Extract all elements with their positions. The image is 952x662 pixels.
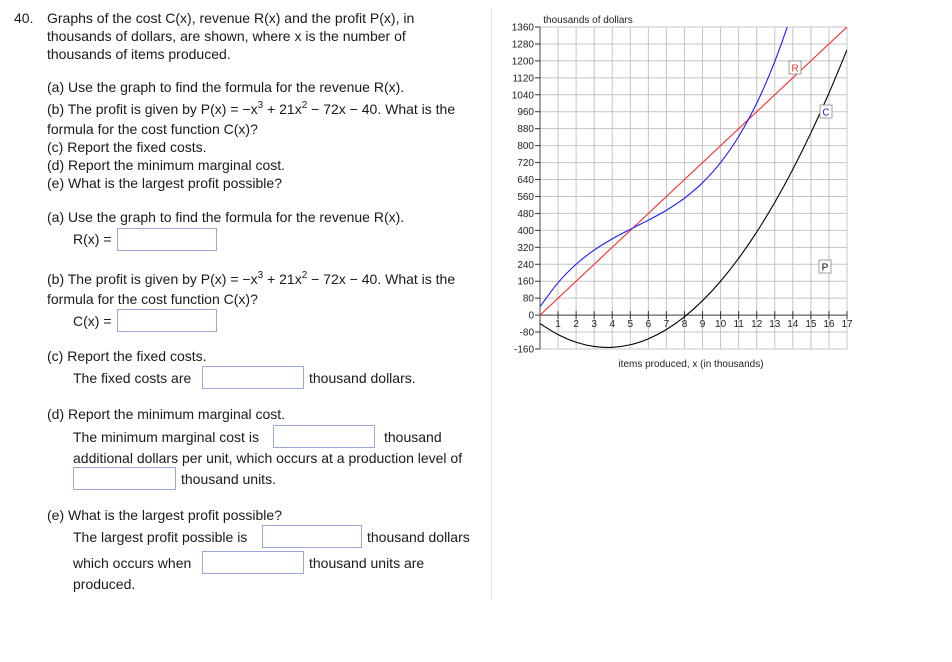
x-tick-label: 13 — [769, 319, 781, 331]
x-tick-label: 14 — [787, 319, 799, 331]
y-tick-label: -80 — [519, 327, 534, 339]
list-part-a: (a) Use the graph to find the formula for the revenue R(x). — [47, 79, 405, 95]
x-tick-label: 11 — [733, 319, 744, 331]
y-tick-label: 720 — [517, 158, 534, 170]
y-tick-label: 1200 — [511, 56, 534, 68]
x-axis-label: items produced, x (in thousands) — [618, 359, 764, 370]
question-intro-line1: Graphs of the cost C(x), revenue R(x) and the profit P(x), in — [47, 10, 415, 26]
y-tick-label: 240 — [517, 259, 534, 271]
units-unit: thousand units are — [309, 555, 425, 571]
x-tick-label: 2 — [573, 319, 579, 331]
produced-text: produced. — [73, 576, 136, 592]
x-tick-label: 5 — [627, 319, 634, 331]
list-part-b-line2: formula for the cost function C(x)? — [47, 121, 258, 137]
x-tick-label: 16 — [823, 319, 835, 331]
y-tick-label: 1040 — [511, 90, 534, 102]
part-e-heading: (e) What is the largest profit possible? — [47, 507, 282, 523]
largest-profit-label: The largest profit possible is — [73, 529, 248, 545]
x-tick-label: 17 — [841, 319, 853, 331]
min-marginal-unit: thousand — [384, 429, 442, 445]
cost-label: C(x) = — [73, 313, 112, 329]
curve-label-c: C — [822, 107, 830, 119]
y-tick-label: -160 — [513, 344, 534, 356]
y-tick-label: 960 — [517, 107, 534, 119]
x-tick-label: 4 — [609, 319, 616, 331]
y-tick-label: 560 — [517, 191, 534, 203]
x-tick-label: 15 — [805, 319, 817, 331]
x-tick-label: 7 — [663, 319, 670, 331]
fixed-costs-label: The fixed costs are — [73, 370, 192, 386]
x-tick-label: 9 — [699, 319, 706, 331]
chart-title: thousands of dollars — [543, 15, 633, 26]
list-part-c: (c) Report the fixed costs. — [47, 139, 207, 155]
x-tick-label: 1 — [555, 319, 561, 331]
part-d-heading: (d) Report the minimum marginal cost. — [47, 406, 286, 422]
units-label: which occurs when — [73, 555, 192, 571]
x-tick-label: 12 — [751, 319, 763, 331]
y-tick-label: 400 — [517, 225, 534, 237]
production-level-unit: thousand units. — [181, 471, 276, 487]
y-tick-label: 880 — [517, 124, 534, 136]
question-intro-line2: thousands of dollars, are shown, where x is the number of — [47, 28, 406, 44]
y-tick-label: 640 — [517, 175, 534, 187]
y-tick-label: 1280 — [511, 39, 534, 51]
largest-profit-unit: thousand dollars — [367, 529, 470, 545]
list-part-b: (b) The profit is given by $P(x) = -x^3 + 21x^2 - 72x - 40$. What is the — [47, 100, 456, 117]
x-tick-label: 3 — [591, 319, 597, 331]
part-a-heading: (a) Use the graph to find the formula for the revenue R(x). — [47, 209, 405, 225]
part-c-heading: (c) Report the fixed costs. — [47, 348, 207, 364]
y-tick-label: 800 — [517, 141, 534, 153]
min-marginal-line2: additional dollars per unit, which occurs at a production level of — [73, 450, 463, 466]
x-tick-label: 10 — [715, 319, 727, 331]
list-part-d: (d) Report the minimum marginal cost. — [47, 157, 286, 173]
curve-label-p: P — [821, 262, 829, 274]
y-tick-label: 1120 — [512, 73, 534, 85]
y-tick-label: 160 — [517, 276, 534, 288]
min-marginal-label: The minimum marginal cost is — [73, 429, 259, 445]
part-b-heading: (b) The profit is given by $P(x) = -x^3 + 21x^2 - 72x - 40$. What is the — [47, 270, 456, 287]
question-number: 40. — [14, 10, 34, 26]
part-b-line2: formula for the cost function C(x)? — [47, 291, 258, 307]
y-tick-label: 320 — [517, 242, 534, 254]
revenue-label: R(x) = — [73, 231, 112, 247]
list-part-e: (e) What is the largest profit possible? — [47, 175, 282, 191]
x-tick-label: 6 — [645, 319, 652, 331]
y-tick-label: 80 — [522, 293, 534, 305]
y-tick-label: 480 — [517, 208, 534, 220]
curve-label-r: R — [791, 63, 799, 75]
fixed-costs-unit: thousand dollars. — [309, 370, 416, 386]
question-intro-line3: thousands of items produced. — [47, 46, 231, 62]
x-tick-label: 8 — [681, 319, 688, 331]
y-tick-label: 0 — [528, 310, 534, 322]
y-tick-label: 1360 — [511, 22, 534, 34]
